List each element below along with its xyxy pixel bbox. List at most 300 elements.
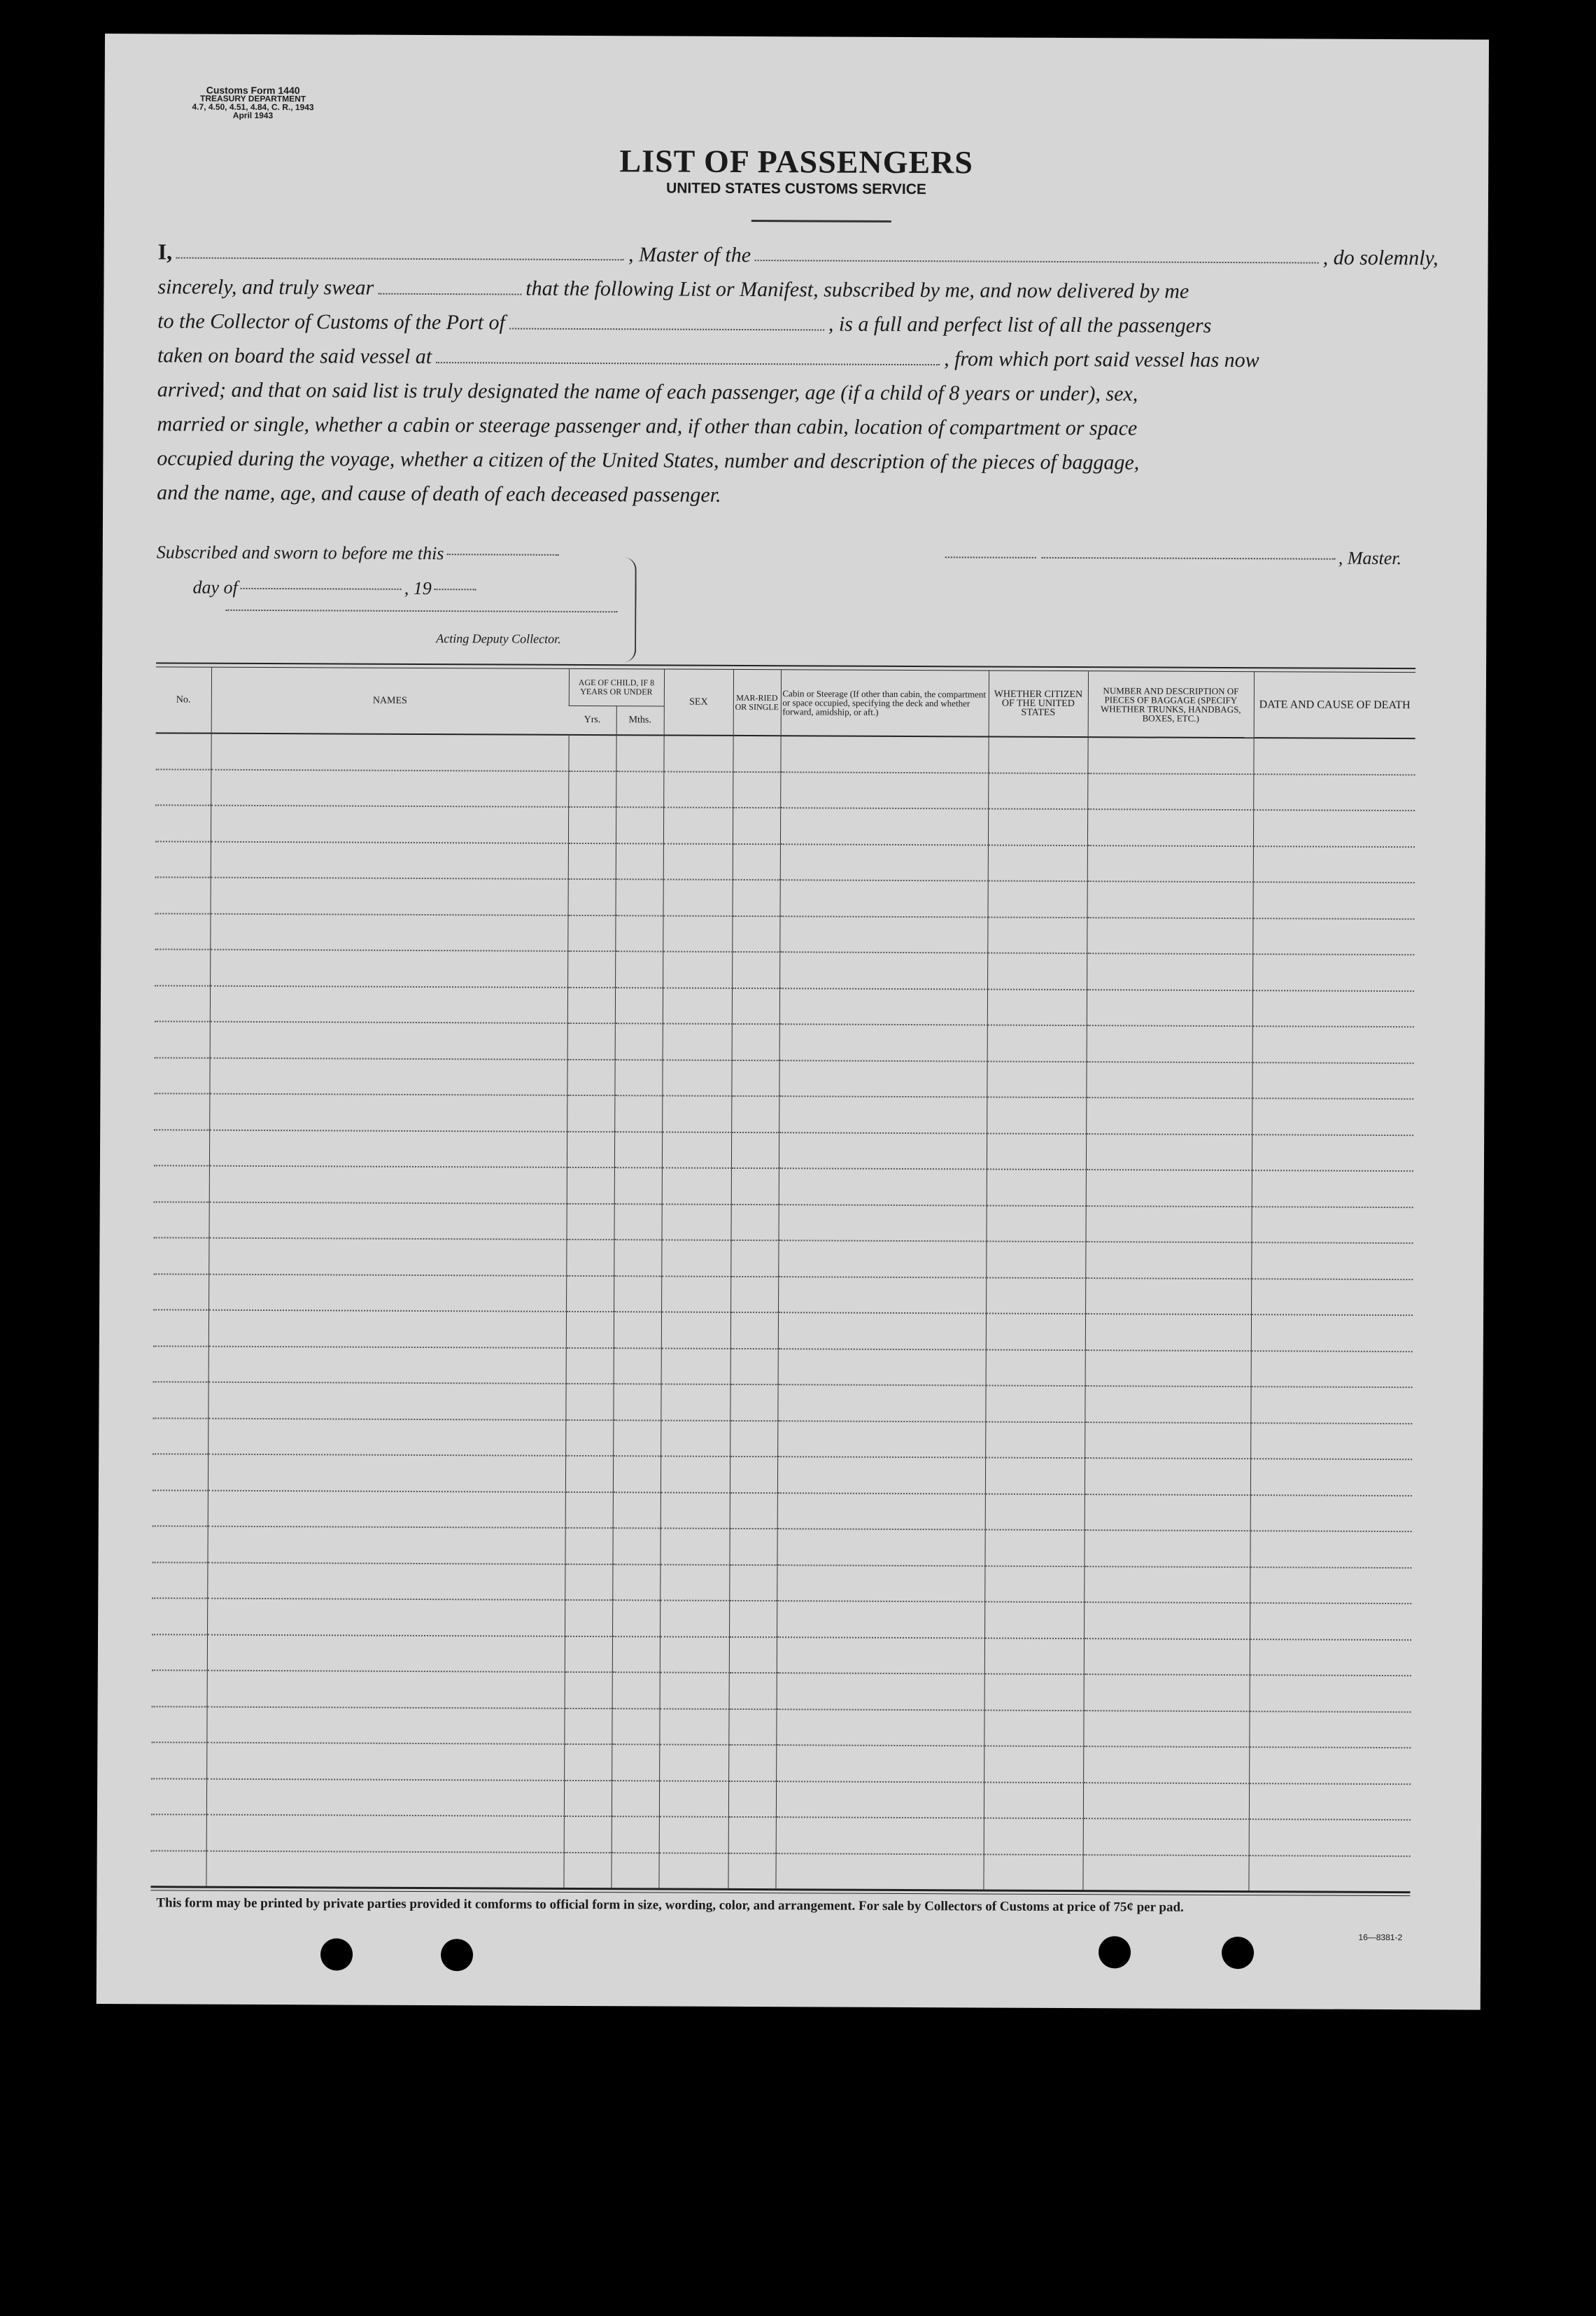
table-cell[interactable] — [986, 1205, 1085, 1242]
table-cell[interactable] — [780, 772, 988, 809]
table-cell[interactable] — [663, 735, 733, 771]
table-cell[interactable] — [207, 1634, 565, 1672]
table-cell[interactable] — [988, 773, 1087, 809]
table-cell[interactable] — [153, 1310, 209, 1346]
table-cell[interactable] — [779, 952, 987, 989]
table-cell[interactable] — [987, 1133, 1086, 1170]
table-cell[interactable] — [780, 808, 988, 845]
table-cell[interactable] — [565, 1564, 612, 1600]
table-cell[interactable] — [1253, 846, 1415, 883]
table-cell[interactable] — [780, 736, 988, 773]
table-cell[interactable] — [662, 1095, 731, 1132]
table-cell[interactable] — [729, 1601, 777, 1637]
table-cell[interactable] — [564, 1744, 612, 1781]
table-cell[interactable] — [563, 1852, 611, 1888]
table-cell[interactable] — [1084, 1638, 1250, 1676]
table-cell[interactable] — [1087, 845, 1253, 883]
table-cell[interactable] — [984, 1530, 1084, 1566]
table-cell[interactable] — [155, 841, 211, 878]
table-cell[interactable] — [207, 1527, 565, 1564]
table-cell[interactable] — [614, 1095, 662, 1132]
table-cell[interactable] — [612, 1636, 660, 1673]
table-cell[interactable] — [1252, 1170, 1413, 1207]
table-cell[interactable] — [1086, 1062, 1252, 1099]
table-cell[interactable] — [777, 1529, 984, 1566]
table-cell[interactable] — [984, 1710, 1083, 1746]
table-cell[interactable] — [987, 1170, 1086, 1206]
table-cell[interactable] — [729, 1564, 777, 1601]
table-cell[interactable] — [985, 1422, 1085, 1458]
table-cell[interactable] — [732, 988, 779, 1024]
port-field[interactable] — [509, 328, 824, 330]
table-cell[interactable] — [567, 1167, 614, 1204]
table-cell[interactable] — [155, 805, 211, 841]
table-cell[interactable] — [206, 1851, 563, 1888]
table-cell[interactable] — [1082, 1855, 1248, 1891]
table-cell[interactable] — [987, 1025, 1087, 1062]
table-cell[interactable] — [1087, 1025, 1252, 1062]
table-cell[interactable] — [987, 917, 1087, 953]
table-cell[interactable] — [207, 1599, 565, 1636]
table-cell[interactable] — [209, 1310, 566, 1348]
table-cell[interactable] — [565, 1528, 612, 1564]
table-cell[interactable] — [663, 771, 733, 808]
table-cell[interactable] — [663, 807, 733, 843]
table-cell[interactable] — [1085, 1242, 1251, 1279]
swear-field[interactable] — [378, 293, 521, 295]
table-cell[interactable] — [731, 1168, 779, 1205]
table-cell[interactable] — [155, 769, 211, 806]
table-cell[interactable] — [778, 1240, 986, 1277]
table-cell[interactable] — [567, 1023, 615, 1060]
table-cell[interactable] — [208, 1454, 565, 1492]
table-cell[interactable] — [567, 951, 615, 988]
table-cell[interactable] — [731, 1060, 779, 1096]
table-cell[interactable] — [661, 1420, 730, 1457]
table-cell[interactable] — [206, 1778, 564, 1816]
table-cell[interactable] — [1252, 1026, 1414, 1063]
table-cell[interactable] — [211, 878, 568, 915]
table-cell[interactable] — [663, 843, 733, 880]
table-cell[interactable] — [152, 1562, 207, 1599]
table-cell[interactable] — [729, 1673, 777, 1709]
table-cell[interactable] — [209, 1346, 566, 1384]
table-cell[interactable] — [153, 1346, 209, 1382]
table-cell[interactable] — [209, 1274, 566, 1312]
table-cell[interactable] — [730, 1420, 777, 1457]
table-cell[interactable] — [661, 1456, 730, 1492]
table-cell[interactable] — [1086, 1170, 1252, 1207]
table-cell[interactable] — [152, 1598, 207, 1634]
table-cell[interactable] — [776, 1817, 984, 1854]
table-cell[interactable] — [155, 985, 210, 1022]
table-cell[interactable] — [779, 1024, 987, 1061]
table-cell[interactable] — [565, 1384, 613, 1420]
table-cell[interactable] — [1086, 1097, 1252, 1135]
table-cell[interactable] — [616, 771, 663, 808]
table-cell[interactable] — [1085, 1278, 1251, 1315]
table-cell[interactable] — [1087, 918, 1252, 955]
table-cell[interactable] — [731, 1132, 779, 1168]
table-cell[interactable] — [565, 1636, 612, 1672]
table-cell[interactable] — [206, 1743, 564, 1781]
table-cell[interactable] — [775, 1853, 983, 1890]
table-cell[interactable] — [151, 1814, 206, 1851]
table-cell[interactable] — [1085, 1386, 1250, 1423]
table-cell[interactable] — [613, 1492, 661, 1529]
table-cell[interactable] — [985, 1494, 1085, 1530]
table-cell[interactable] — [660, 1528, 729, 1564]
table-cell[interactable] — [663, 915, 732, 952]
table-cell[interactable] — [730, 1240, 778, 1277]
table-cell[interactable] — [613, 1456, 661, 1492]
table-cell[interactable] — [150, 1851, 206, 1886]
table-cell[interactable] — [778, 1349, 986, 1386]
table-cell[interactable] — [1087, 737, 1253, 774]
table-cell[interactable] — [1250, 1495, 1412, 1532]
table-cell[interactable] — [153, 1202, 209, 1238]
table-cell[interactable] — [1251, 1242, 1413, 1279]
table-cell[interactable] — [155, 913, 210, 950]
table-cell[interactable] — [209, 1166, 567, 1204]
table-cell[interactable] — [152, 1526, 207, 1562]
table-cell[interactable] — [155, 733, 211, 769]
table-cell[interactable] — [1248, 1855, 1410, 1892]
table-cell[interactable] — [987, 989, 1087, 1025]
table-cell[interactable] — [211, 769, 568, 807]
table-cell[interactable] — [1084, 1674, 1250, 1711]
table-cell[interactable] — [612, 1781, 659, 1817]
table-cell[interactable] — [984, 1746, 1083, 1783]
table-cell[interactable] — [612, 1672, 660, 1708]
table-cell[interactable] — [612, 1816, 659, 1853]
table-cell[interactable] — [984, 1602, 1084, 1638]
table-cell[interactable] — [777, 1384, 985, 1422]
table-cell[interactable] — [1250, 1459, 1412, 1496]
table-cell[interactable] — [151, 1778, 206, 1815]
master-name-field[interactable] — [176, 257, 624, 260]
table-cell[interactable] — [614, 1348, 661, 1384]
table-cell[interactable] — [1249, 1711, 1411, 1748]
table-cell[interactable] — [733, 736, 780, 772]
table-cell[interactable] — [987, 1061, 1086, 1097]
table-cell[interactable] — [1084, 1566, 1250, 1603]
table-cell[interactable] — [567, 1059, 614, 1095]
table-cell[interactable] — [208, 1490, 565, 1528]
table-cell[interactable] — [567, 987, 615, 1023]
table-cell[interactable] — [1251, 1351, 1413, 1388]
table-cell[interactable] — [568, 879, 616, 915]
table-cell[interactable] — [732, 952, 779, 988]
table-cell[interactable] — [155, 1021, 210, 1058]
table-cell[interactable] — [1253, 810, 1415, 847]
table-cell[interactable] — [153, 1382, 208, 1418]
boarding-port-field[interactable] — [436, 362, 940, 365]
table-cell[interactable] — [616, 879, 663, 915]
table-cell[interactable] — [731, 1204, 779, 1240]
table-cell[interactable] — [211, 734, 568, 771]
table-cell[interactable] — [1087, 953, 1252, 990]
table-cell[interactable] — [612, 1528, 660, 1564]
table-cell[interactable] — [728, 1853, 775, 1888]
table-cell[interactable] — [728, 1781, 776, 1817]
table-cell[interactable] — [1249, 1783, 1411, 1820]
table-cell[interactable] — [153, 1454, 208, 1490]
table-cell[interactable] — [153, 1490, 208, 1527]
table-cell[interactable] — [153, 1418, 208, 1454]
table-cell[interactable] — [985, 1386, 1085, 1422]
table-cell[interactable] — [777, 1637, 984, 1674]
table-cell[interactable] — [151, 1706, 206, 1743]
table-cell[interactable] — [988, 737, 1087, 773]
table-cell[interactable] — [777, 1601, 984, 1638]
table-cell[interactable] — [1252, 918, 1414, 955]
table-cell[interactable] — [568, 735, 616, 771]
table-cell[interactable] — [659, 1708, 728, 1745]
table-cell[interactable] — [662, 1167, 731, 1204]
table-cell[interactable] — [568, 807, 616, 843]
table-cell[interactable] — [777, 1421, 985, 1458]
table-cell[interactable] — [661, 1312, 730, 1348]
jurat-year-field[interactable] — [435, 589, 476, 590]
table-cell[interactable] — [565, 1492, 613, 1528]
table-cell[interactable] — [1085, 1422, 1250, 1459]
jurat-month-field[interactable] — [241, 588, 402, 590]
table-cell[interactable] — [1085, 1314, 1251, 1351]
table-cell[interactable] — [733, 808, 780, 844]
table-cell[interactable] — [983, 1854, 1082, 1890]
table-cell[interactable] — [988, 845, 1087, 881]
table-cell[interactable] — [1250, 1603, 1411, 1640]
table-cell[interactable] — [728, 1817, 776, 1853]
table-cell[interactable] — [564, 1780, 612, 1816]
table-cell[interactable] — [659, 1816, 728, 1853]
table-cell[interactable] — [1250, 1423, 1412, 1460]
table-cell[interactable] — [984, 1818, 1083, 1855]
table-cell[interactable] — [154, 1093, 209, 1130]
table-cell[interactable] — [153, 1237, 209, 1274]
master-signature-field-b[interactable] — [1042, 557, 1336, 560]
table-cell[interactable] — [779, 1168, 987, 1205]
table-cell[interactable] — [565, 1672, 612, 1708]
table-cell[interactable] — [779, 1205, 987, 1242]
table-cell[interactable] — [730, 1492, 777, 1529]
table-cell[interactable] — [731, 1096, 779, 1132]
table-cell[interactable] — [566, 1240, 614, 1276]
table-cell[interactable] — [1251, 1314, 1413, 1352]
table-cell[interactable] — [984, 1566, 1084, 1602]
table-cell[interactable] — [1087, 881, 1253, 918]
table-cell[interactable] — [210, 913, 567, 951]
table-cell[interactable] — [1087, 809, 1253, 846]
table-cell[interactable] — [209, 1130, 567, 1167]
table-cell[interactable] — [614, 1312, 661, 1348]
table-cell[interactable] — [566, 1275, 614, 1312]
table-cell[interactable] — [568, 843, 616, 879]
table-cell[interactable] — [779, 1132, 987, 1170]
table-cell[interactable] — [1083, 1818, 1249, 1855]
table-cell[interactable] — [662, 1060, 731, 1096]
table-cell[interactable] — [1086, 1134, 1252, 1171]
table-cell[interactable] — [154, 1165, 209, 1202]
table-cell[interactable] — [210, 985, 567, 1023]
table-cell[interactable] — [612, 1744, 659, 1781]
table-cell[interactable] — [1083, 1746, 1249, 1783]
table-cell[interactable] — [567, 1131, 614, 1167]
table-cell[interactable] — [779, 988, 987, 1025]
table-cell[interactable] — [565, 1419, 613, 1456]
table-cell[interactable] — [612, 1708, 659, 1745]
table-cell[interactable] — [612, 1564, 660, 1601]
table-cell[interactable] — [152, 1634, 207, 1671]
table-cell[interactable] — [615, 915, 663, 952]
table-cell[interactable] — [1249, 1747, 1411, 1784]
table-cell[interactable] — [207, 1671, 565, 1708]
table-cell[interactable] — [776, 1781, 984, 1818]
table-cell[interactable] — [732, 915, 779, 952]
table-cell[interactable] — [614, 1132, 662, 1168]
table-cell[interactable] — [660, 1600, 729, 1636]
table-cell[interactable] — [777, 1565, 984, 1602]
table-cell[interactable] — [211, 841, 568, 879]
table-cell[interactable] — [661, 1384, 730, 1420]
table-cell[interactable] — [730, 1348, 778, 1384]
table-cell[interactable] — [567, 915, 615, 951]
table-cell[interactable] — [614, 1276, 661, 1312]
table-cell[interactable] — [779, 1060, 987, 1097]
vessel-name-field[interactable] — [755, 260, 1319, 264]
table-cell[interactable] — [1252, 1062, 1413, 1100]
table-cell[interactable] — [614, 1204, 661, 1240]
table-cell[interactable] — [1250, 1675, 1411, 1712]
table-cell[interactable] — [1253, 774, 1415, 811]
table-cell[interactable] — [208, 1418, 565, 1456]
table-cell[interactable] — [207, 1562, 565, 1600]
table-cell[interactable] — [1083, 1783, 1249, 1820]
table-cell[interactable] — [779, 1096, 987, 1133]
table-cell[interactable] — [987, 953, 1087, 990]
table-cell[interactable] — [152, 1670, 207, 1706]
table-cell[interactable] — [209, 1094, 567, 1132]
table-cell[interactable] — [564, 1708, 612, 1744]
table-cell[interactable] — [729, 1636, 777, 1673]
table-cell[interactable] — [566, 1203, 614, 1240]
table-cell[interactable] — [211, 806, 568, 843]
table-cell[interactable] — [728, 1708, 776, 1745]
table-cell[interactable] — [777, 1457, 985, 1494]
table-cell[interactable] — [616, 735, 663, 771]
table-cell[interactable] — [153, 1274, 209, 1310]
table-cell[interactable] — [1253, 882, 1415, 919]
table-cell[interactable] — [566, 1312, 614, 1348]
table-cell[interactable] — [614, 1060, 662, 1096]
table-cell[interactable] — [729, 1529, 777, 1565]
table-cell[interactable] — [730, 1384, 777, 1421]
table-cell[interactable] — [155, 949, 210, 985]
table-cell[interactable] — [564, 1816, 612, 1853]
table-cell[interactable] — [1087, 990, 1252, 1027]
table-cell[interactable] — [612, 1600, 660, 1636]
table-cell[interactable] — [151, 1742, 206, 1778]
table-cell[interactable] — [661, 1240, 730, 1276]
jurat-day-field[interactable] — [446, 554, 558, 556]
table-cell[interactable] — [613, 1384, 661, 1420]
table-cell[interactable] — [777, 1493, 985, 1530]
table-cell[interactable] — [615, 951, 663, 988]
table-cell[interactable] — [210, 950, 567, 988]
table-cell[interactable] — [1251, 1207, 1413, 1244]
table-cell[interactable] — [733, 843, 780, 880]
table-cell[interactable] — [1085, 1206, 1251, 1243]
table-cell[interactable] — [728, 1745, 776, 1781]
table-cell[interactable] — [1085, 1494, 1250, 1531]
table-cell[interactable] — [209, 1202, 566, 1240]
table-cell[interactable] — [663, 951, 732, 988]
table-cell[interactable] — [210, 1022, 567, 1060]
table-cell[interactable] — [1087, 773, 1253, 810]
table-cell[interactable] — [206, 1706, 564, 1744]
table-cell[interactable] — [730, 1457, 777, 1493]
table-cell[interactable] — [1085, 1350, 1251, 1387]
table-cell[interactable] — [660, 1636, 729, 1673]
table-cell[interactable] — [1252, 954, 1414, 991]
table-cell[interactable] — [565, 1600, 612, 1636]
table-cell[interactable] — [661, 1348, 730, 1384]
table-cell[interactable] — [1249, 1819, 1411, 1856]
table-cell[interactable] — [659, 1744, 728, 1781]
table-cell[interactable] — [611, 1853, 658, 1888]
table-cell[interactable] — [1252, 1135, 1413, 1172]
table-cell[interactable] — [661, 1276, 730, 1312]
table-cell[interactable] — [154, 1058, 209, 1094]
table-cell[interactable] — [566, 1347, 614, 1384]
table-cell[interactable] — [730, 1312, 778, 1349]
table-cell[interactable] — [780, 880, 988, 917]
table-cell[interactable] — [662, 1204, 731, 1240]
table-cell[interactable] — [660, 1672, 729, 1708]
table-cell[interactable] — [613, 1420, 661, 1457]
table-cell[interactable] — [615, 988, 663, 1024]
table-cell[interactable] — [778, 1277, 986, 1314]
table-cell[interactable] — [208, 1382, 565, 1420]
table-cell[interactable] — [777, 1673, 984, 1710]
table-cell[interactable] — [1250, 1531, 1411, 1568]
table-cell[interactable] — [776, 1709, 984, 1746]
table-cell[interactable] — [155, 877, 211, 913]
table-cell[interactable] — [1250, 1387, 1412, 1424]
table-cell[interactable] — [614, 1240, 661, 1276]
table-cell[interactable] — [733, 771, 780, 808]
table-cell[interactable] — [1252, 1098, 1413, 1135]
table-cell[interactable] — [616, 807, 663, 843]
table-cell[interactable] — [984, 1638, 1084, 1674]
table-cell[interactable] — [1083, 1711, 1249, 1748]
table-cell[interactable] — [730, 1276, 778, 1312]
table-cell[interactable] — [659, 1781, 728, 1817]
table-cell[interactable] — [663, 1023, 732, 1060]
table-cell[interactable] — [567, 1095, 614, 1132]
table-cell[interactable] — [1251, 1279, 1413, 1316]
table-cell[interactable] — [986, 1242, 1085, 1278]
table-cell[interactable] — [614, 1167, 662, 1204]
table-cell[interactable] — [1250, 1639, 1411, 1676]
table-cell[interactable] — [984, 1674, 1084, 1711]
table-cell[interactable] — [663, 988, 732, 1024]
table-cell[interactable] — [985, 1458, 1085, 1494]
table-cell[interactable] — [1250, 1567, 1411, 1604]
table-cell[interactable] — [988, 881, 1087, 918]
table-cell[interactable] — [154, 1130, 209, 1166]
